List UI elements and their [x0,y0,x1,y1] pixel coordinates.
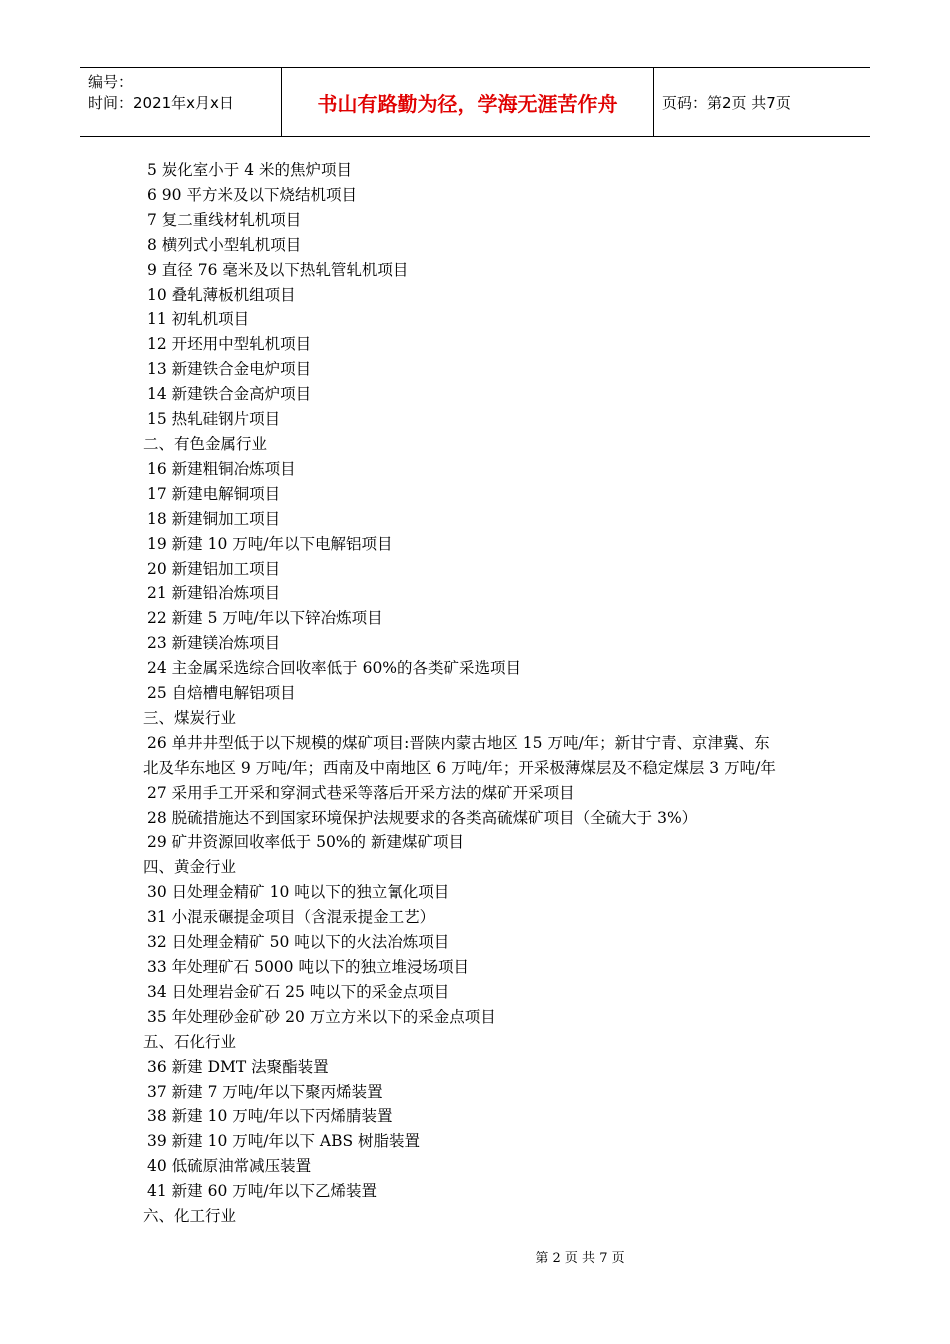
doc-time-label: 时间：2021年x月x日 [88,94,234,112]
list-item: 18 新建铜加工项目 [147,509,281,528]
list-item: 21 新建铅冶炼项目 [147,584,281,603]
list-item: 15 热轧硅钢片项目 [147,410,281,429]
list-item: 7 复二重线材轧机项目 [147,210,302,229]
footer-page-number: 第 2 页 共 7 页 [535,1251,625,1266]
list-item: 34 日处理岩金矿石 25 吨以下的采金点项目 [147,982,450,1001]
header-motto: 书山有路勤为径，学海无涯苦作舟 [317,91,618,116]
header-page-info: 页码：第2页 共7页 [662,93,791,112]
list-item: 29 矿井资源回收率低于 50%的 新建煤矿项目 [147,833,464,852]
section-heading: 四、黄金行业 [143,858,237,877]
list-item: 16 新建粗铜冶炼项目 [147,459,296,478]
list-item: 40 低硫原油常减压装置 [147,1157,312,1176]
section-heading: 三、煤炭行业 [143,708,237,727]
list-item: 26 单井井型低于以下规模的煤矿项目:晋陕内蒙古地区 15 万吨/年；新甘宁青、京津冀、东 [147,733,770,752]
list-item: 31 小混汞碾提金项目（含混汞提金工艺） [147,908,436,927]
list-item: 9 直径 76 毫米及以下热轧管轧机项目 [147,260,409,279]
list-item: 10 叠轧薄板机组项目 [147,285,296,304]
list-item-continuation: 北及华东地区 9 万吨/年；西南及中南地区 6 万吨/年；开采极薄煤层及不稳定煤层 3 万吨/年 [143,758,776,777]
list-item: 27 采用手工开采和穿洞式巷采等落后开采方法的煤矿开采项目 [147,783,575,802]
section-heading: 五、石化行业 [143,1032,237,1051]
section-heading: 六、化工行业 [143,1207,237,1226]
page-header [80,67,870,137]
header-motto-cell [282,68,654,136]
list-item: 17 新建电解铜项目 [147,484,281,503]
header-meta [80,68,282,136]
list-item: 33 年处理矿石 5000 吨以下的独立堆浸场项目 [147,958,469,976]
page-footer [0,1247,950,1266]
document-body [143,158,833,1229]
list-item: 14 新建铁合金高炉项目 [147,385,312,404]
header-page-info-cell [654,68,870,136]
doc-number-label: 编号： [88,73,134,91]
list-item: 37 新建 7 万吨/年以下聚丙烯装置 [147,1082,383,1101]
list-item: 36 新建 DMT 法聚酯装置 [147,1057,329,1076]
list-item: 30 日处理金精矿 10 吨以下的独立氰化项目 [147,883,450,902]
list-item: 39 新建 10 万吨/年以下 ABS 树脂装置 [147,1132,421,1151]
list-item: 19 新建 10 万吨/年以下电解铝项目 [147,534,393,553]
list-item: 22 新建 5 万吨/年以下锌冶炼项目 [147,609,383,628]
list-item: 38 新建 10 万吨/年以下丙烯腈装置 [147,1107,393,1126]
list-item: 35 年处理砂金矿砂 20 万立方米以下的采金点项目 [147,1007,496,1026]
list-item: 8 横列式小型轧机项目 [147,235,302,254]
list-item: 41 新建 60 万吨/年以下乙烯装置 [147,1182,377,1201]
list-item: 23 新建镁冶炼项目 [147,634,281,653]
list-item: 25 自焙槽电解铝项目 [147,684,296,703]
list-item: 32 日处理金精矿 50 吨以下的火法冶炼项目 [147,933,450,952]
list-item: 6 90 平方米及以下烧结机项目 [147,185,357,204]
list-item: 5 炭化室小于 4 米的焦炉项目 [147,161,353,179]
list-item: 12 开坯用中型轧机项目 [147,335,312,354]
list-item: 20 新建铝加工项目 [147,559,281,578]
list-item: 13 新建铁合金电炉项目 [147,360,312,379]
list-item: 24 主金属采选综合回收率低于 60%的各类矿采选项目 [147,659,522,678]
section-heading: 二、有色金属行业 [143,434,268,453]
list-item: 11 初轧机项目 [147,310,250,329]
list-item: 28 脱硫措施达不到国家环境保护法规要求的各类高硫煤矿项目（全硫大于 3%） [147,808,698,827]
